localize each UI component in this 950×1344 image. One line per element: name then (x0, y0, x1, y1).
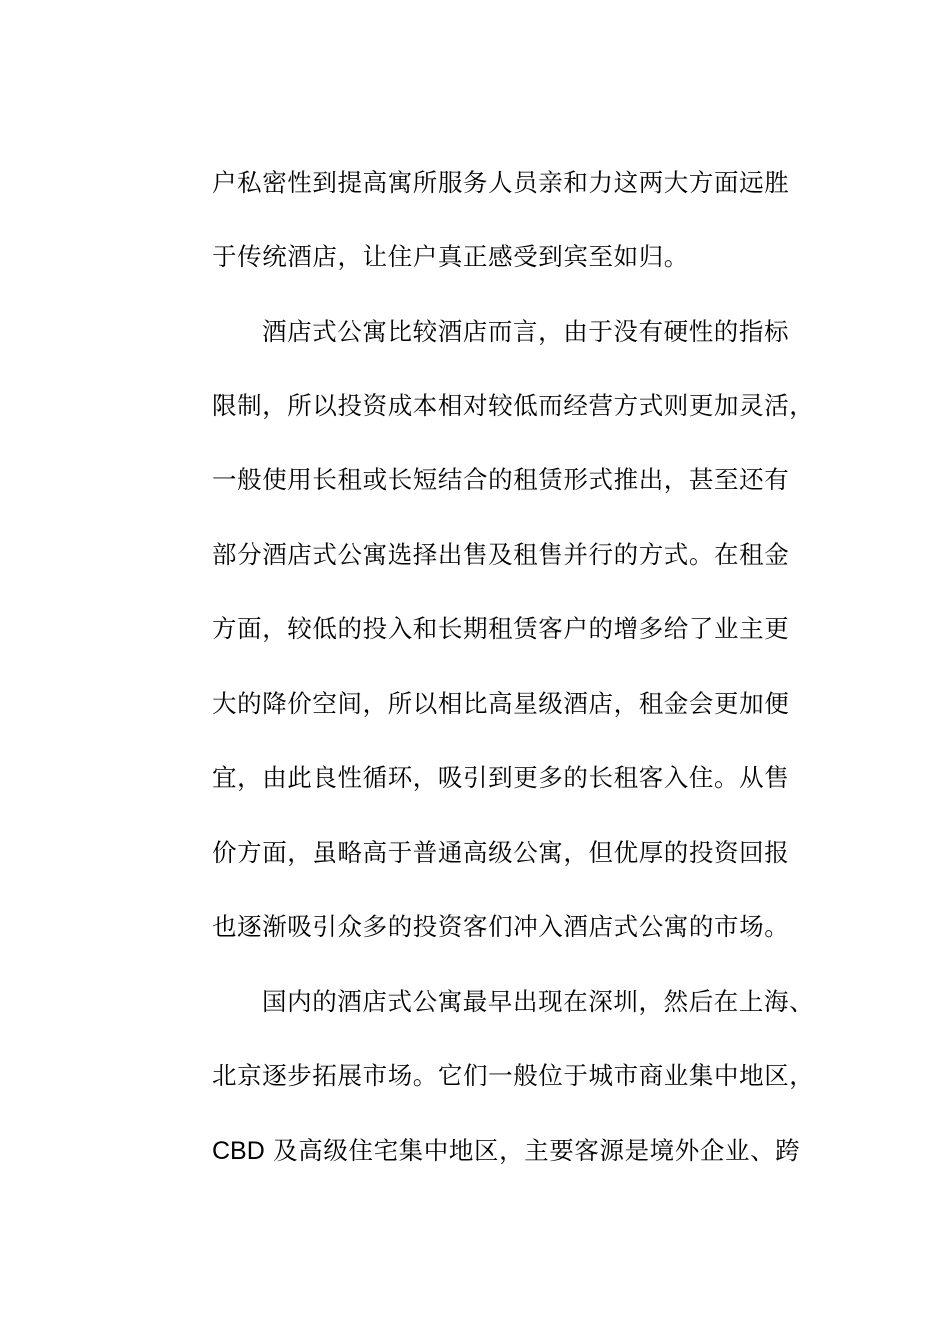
text-line: 部分酒店式公寓选择出售及租售并行的方式。在租金 (212, 540, 790, 569)
text-line: 一般使用长租或长短结合的租赁形式推出，甚至还有 (212, 465, 790, 494)
text-run: 及高级住宅集中地区，主要客源是境外企业、跨 (264, 1136, 801, 1165)
paragraph-start-line: 酒店式公寓比较酒店而言，由于没有硬性的指标 (262, 317, 790, 346)
text-line: 户私密性到提高寓所服务人员亲和力这两大方面远胜 (212, 168, 790, 197)
text-line: 也逐渐吸引众多的投资客们冲入酒店式公寓的市场。 (212, 912, 790, 941)
text-line: 大的降价空间，所以相比高星级酒店，租金会更加便 (212, 689, 790, 718)
text-line: 于传统酒店，让住户真正感受到宾至如归。 (212, 242, 689, 271)
text-line: 北京逐步拓展市场。它们一般位于城市商业集中地区， (212, 1061, 815, 1090)
text-line: 方面，较低的投入和长期租赁客户的增多给了业主更 (212, 614, 790, 643)
text-line: 价方面，虽略高于普通高级公寓，但优厚的投资回报 (212, 838, 790, 867)
paragraph-start-line: 国内的酒店式公寓最早出现在深圳，然后在上海、 (262, 987, 815, 1016)
text-line (212, 1131, 812, 1171)
text-run-latin: CBD (212, 1137, 265, 1165)
text-line: 限制，所以投资成本相对较低而经营方式则更加灵活， (212, 391, 815, 420)
text-line: 宜，由此良性循环，吸引到更多的长租客入住。从售 (212, 763, 790, 792)
